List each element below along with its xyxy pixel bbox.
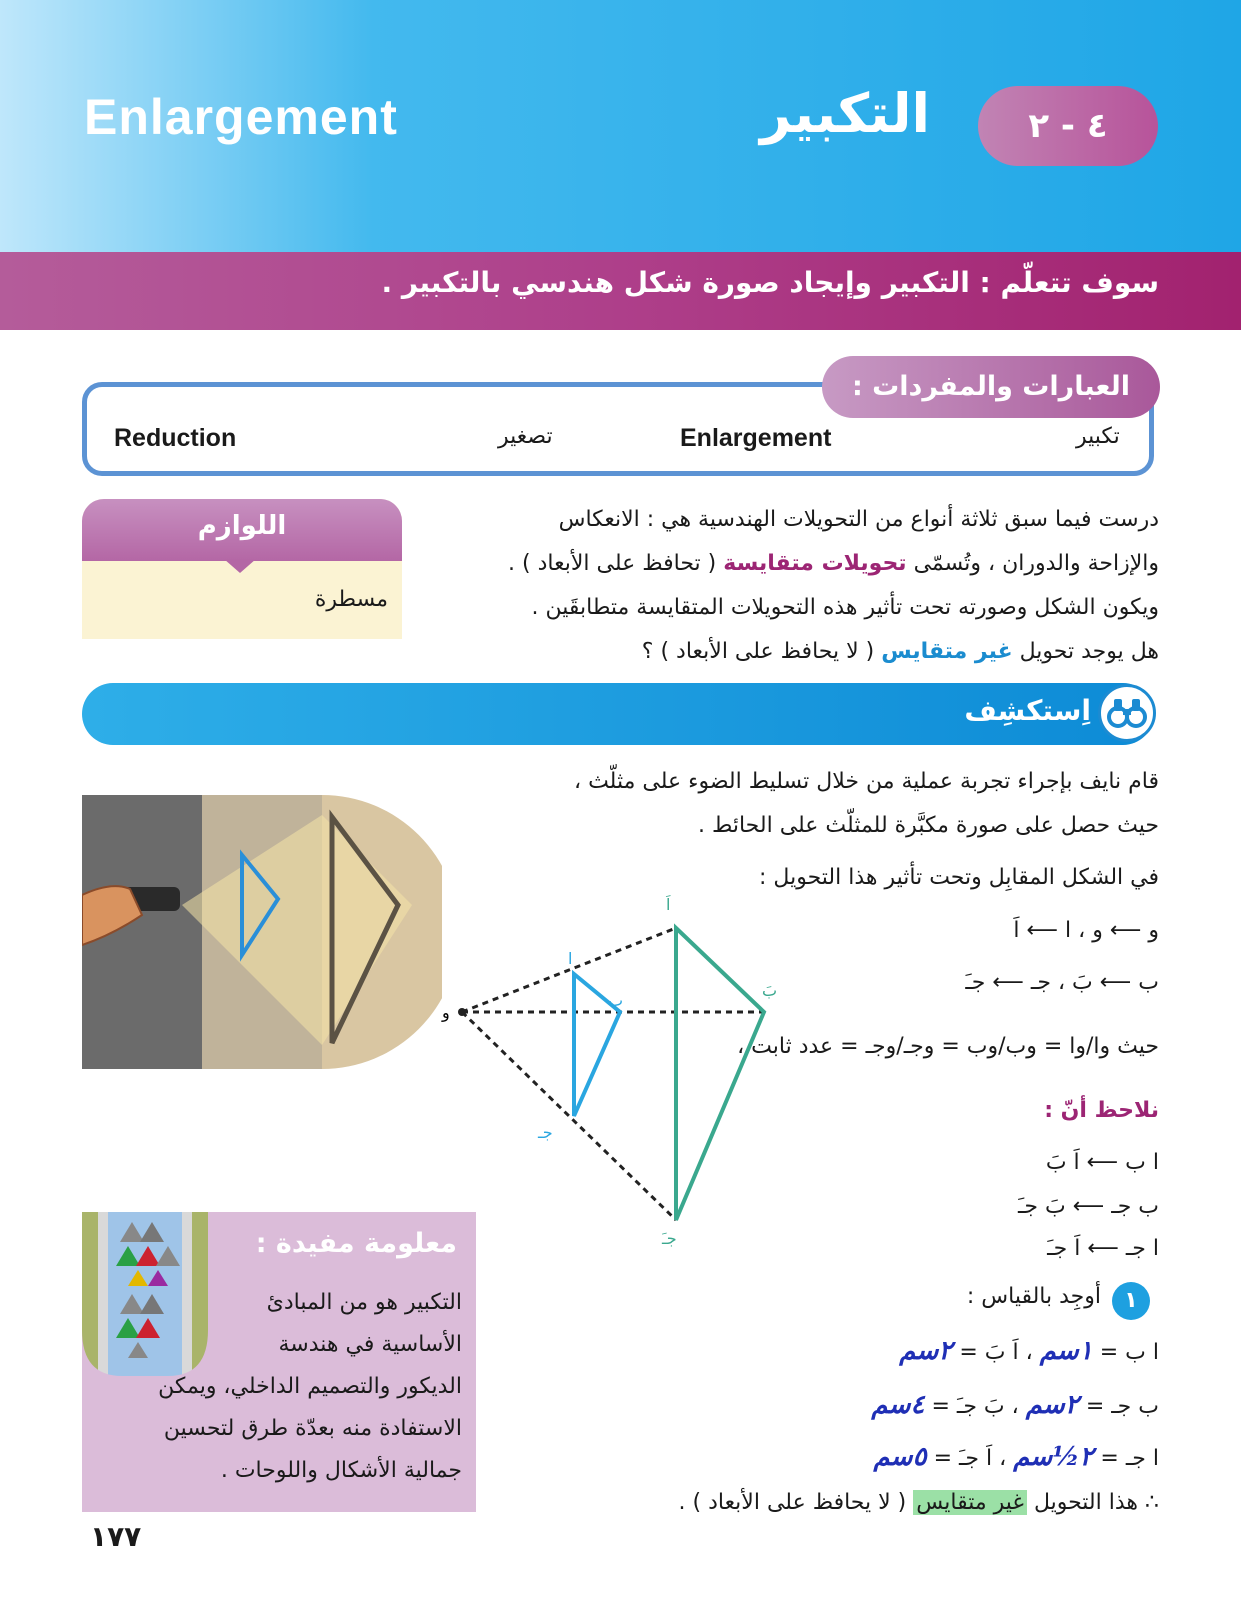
explore-title: اِستكشِف — [964, 694, 1091, 727]
conclusion-highlight: غير متقايس — [913, 1490, 1027, 1515]
center-point — [458, 1008, 466, 1016]
row3-value-2: ٥سم — [873, 1442, 927, 1472]
measure-row-2 — [871, 1390, 1159, 1420]
title-arabic: التكبير — [760, 82, 930, 145]
segment-line-3: ا جـ ⟵ اَ جـَ — [1047, 1236, 1159, 1261]
ratio-line: حيث وا/وا = وب/وب = وجـ/وجـ = عدد ثابت ، — [737, 1034, 1159, 1059]
vocab-ar-reduction: تصغير — [498, 424, 553, 449]
label-a-prime: اَ — [666, 895, 671, 914]
intro-highlight-isometric: تحويلات متقايسة — [723, 551, 907, 576]
tools-card — [82, 499, 402, 639]
enlargement-diagram — [440, 890, 800, 1250]
segment-line-2: ب جـ ⟵ بَ جـَ — [1017, 1194, 1159, 1219]
tools-notch — [224, 559, 256, 573]
conclusion-b: ( لا يحافظ على الأبعاد ) . — [678, 1490, 907, 1515]
label-b-prime: بَ — [762, 981, 778, 1000]
row2-label-2: ، بَ جـَ = — [931, 1394, 1019, 1419]
story-line-3: في الشكل المقابِل وتحت تأثير هذا التحويل : — [759, 865, 1159, 890]
label-o: و — [442, 1003, 450, 1022]
row1-label-1: ا ب = — [1099, 1340, 1159, 1365]
intro-line-4 — [459, 630, 1159, 674]
info-line-4: الاستفادة منه بعدّة طرق لتحسين — [163, 1416, 462, 1441]
row2-label-1: ب جـ = — [1085, 1394, 1159, 1419]
info-line-2: الأساسية في هندسة — [278, 1332, 462, 1357]
intro-line-4-b: ( لا يحافظ على الأبعاد ) ؟ — [641, 639, 875, 664]
intro-highlight-nonisometric: غير متقايس — [881, 639, 1013, 664]
vocabulary-title: العبارات والمفردات : — [822, 356, 1160, 418]
lesson-number-badge: ٤ - ٢ — [978, 86, 1158, 166]
row2-value-1: ٢سم — [1025, 1390, 1079, 1420]
info-line-1: التكبير هو من المبادئ — [266, 1290, 462, 1315]
row3-value-1: ٢½سم — [1013, 1442, 1094, 1472]
story-line-2: حيث حصل على صورة مكبَّرة للمثلّث على الحائط . — [697, 813, 1159, 838]
intro-paragraph — [459, 498, 1159, 674]
story-line-1: قام نايف بإجراء تجربة عملية من خلال تسليط الضوء على مثلّث ، — [573, 769, 1159, 794]
ray-oa — [462, 928, 676, 1012]
info-title: معلومة مفيدة : — [255, 1228, 457, 1259]
vocab-en-reduction: Reduction — [114, 424, 237, 452]
mapping-line-1: و ⟵ و ، ا ⟵ اَ — [1013, 918, 1159, 943]
measure-row-1 — [899, 1336, 1159, 1366]
label-c: جـ — [538, 1123, 553, 1142]
tools-title: اللوازم — [197, 511, 287, 541]
tools-item: مسطرة — [314, 587, 388, 612]
row3-label-2: ، اَ جـَ = — [933, 1446, 1007, 1471]
label-c-prime: جـَ — [662, 1229, 677, 1248]
question-number-badge: ١ — [1112, 1282, 1150, 1320]
info-line-5: جمالية الأشكال واللوحات . — [220, 1458, 462, 1483]
notice-title: نلاحظ أنّ : — [1044, 1098, 1159, 1123]
intro-line-2 — [459, 542, 1159, 586]
page-number: ١٧٧ — [90, 1520, 142, 1553]
conclusion-a: ∴ هذا التحويل — [1033, 1490, 1159, 1515]
title-english: Enlargement — [84, 89, 398, 145]
row1-label-2: ، اَ بَ = — [959, 1340, 1033, 1365]
conclusion-line — [679, 1490, 1160, 1515]
intro-line-1: درست فيما سبق ثلاثة أنواع من التحويلات الهندسية هي : الانعكاس — [558, 507, 1159, 532]
row1-value-1: ١سم — [1039, 1336, 1093, 1366]
info-text — [92, 1282, 462, 1492]
vocab-en-enlargement: Enlargement — [680, 424, 832, 452]
enlarged-triangle — [676, 928, 764, 1220]
label-b: ب — [608, 991, 624, 1010]
intro-line-3: ويكون الشكل وصورته تحت تأثير هذه التحويلات المتقايسة متطابقَين . — [531, 595, 1159, 620]
intro-line-2-a: والإزاحة والدوران ، وتُسمّى — [913, 551, 1159, 576]
explore-story — [459, 760, 1159, 900]
segment-line-1: ا ب ⟵ اَ بَ — [1045, 1150, 1159, 1175]
ray-oc — [462, 1012, 676, 1220]
row3-label-1: ا جـ = — [1100, 1446, 1159, 1471]
mapping-line-2: ب ⟵ بَ ، جـ ⟵ جـَ — [965, 970, 1159, 995]
flashlight-photo — [82, 795, 442, 1069]
measure-row-3 — [874, 1442, 1160, 1472]
binoculars-icon — [1098, 684, 1156, 742]
label-a: ا — [568, 949, 573, 968]
info-line-3: الديكور والتصميم الداخلي، ويمكن — [158, 1374, 462, 1399]
intro-line-2-b: ( تحافظ على الأبعاد ) . — [508, 551, 717, 576]
row2-value-2: ٤سم — [871, 1390, 925, 1420]
intro-line-4-a: هل يوجد تحويل — [1019, 639, 1159, 664]
question-text: أوجِد بالقياس : — [966, 1284, 1101, 1309]
row1-value-2: ٢سم — [899, 1336, 953, 1366]
vocab-ar-enlargement: تكبير — [1076, 424, 1120, 449]
learn-text: سوف تتعلّم : التكبير وإيجاد صورة شكل هندسي بالتكبير . — [381, 266, 1159, 299]
